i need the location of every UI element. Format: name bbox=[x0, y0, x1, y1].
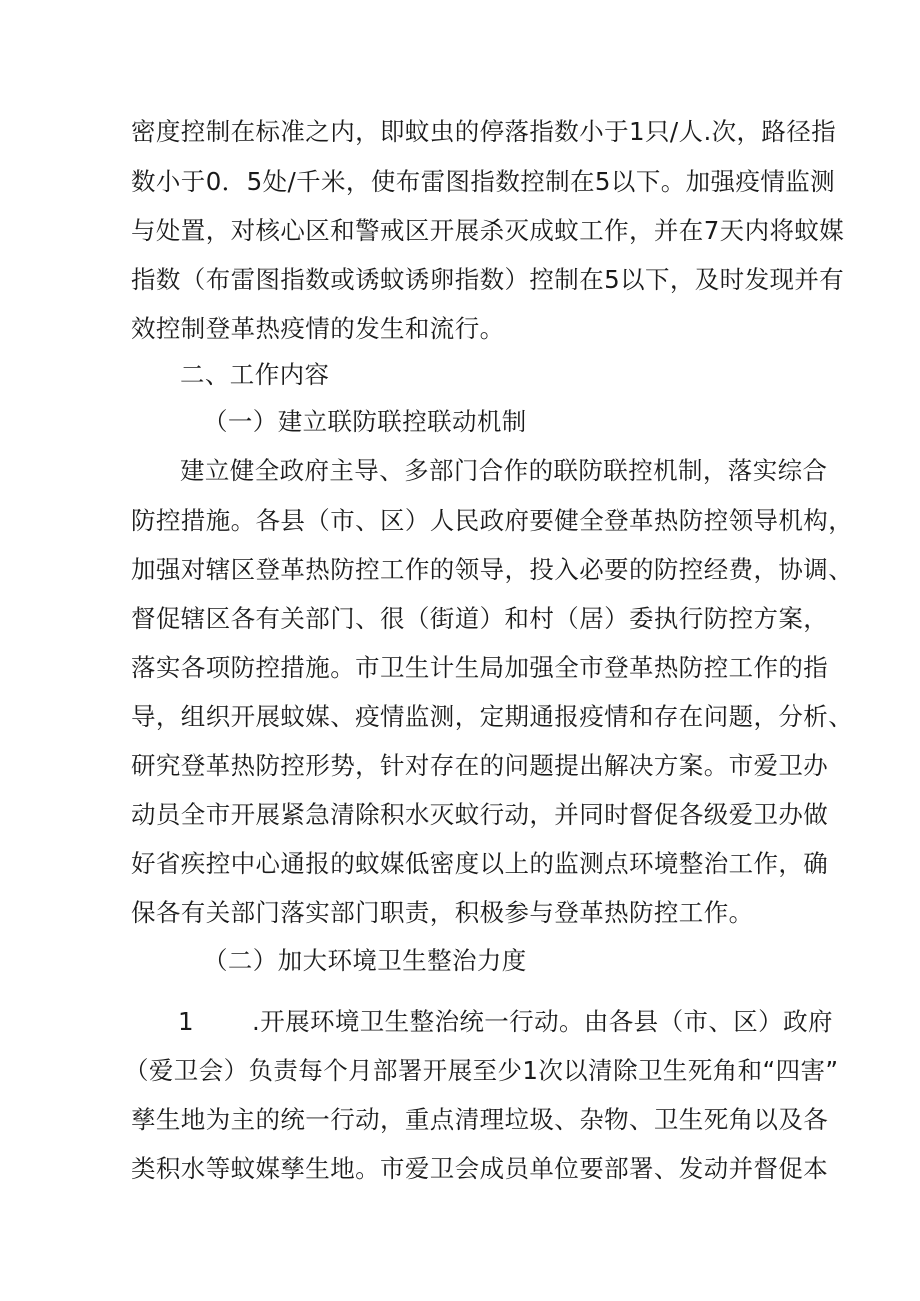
paragraph-line: 督促辖区各有关部门、很（街道）和村（居）委执行防控方案， bbox=[131, 604, 829, 633]
paragraph-line: 密度控制在标准之内，即蚊虫的停落指数小于1只/人.次，路径指 bbox=[131, 117, 837, 146]
section-heading: 二、工作内容 bbox=[180, 360, 330, 389]
paragraph-line: 效控制登革热疫情的发生和流行。 bbox=[131, 314, 505, 343]
paragraph-line: 指数（布雷图指数或诱蚊诱卵指数）控制在5以下，及时发现并有 bbox=[131, 265, 845, 294]
list-item-first-line bbox=[178, 1006, 833, 1038]
paragraph-line: 孳生地为主的统一行动，重点清理垃圾、杂物、卫生死角以及各 bbox=[131, 1105, 829, 1134]
paragraph-line: 保各有关部门落实部门职责，积极参与登革热防控工作。 bbox=[131, 898, 754, 927]
paragraph-line: 研究登革热防控形势，针对存在的问题提出解决方案。市爱卫办 bbox=[131, 751, 829, 780]
list-item-number: 1 bbox=[178, 1007, 194, 1036]
paragraph-line: 好省疾控中心通报的蚊媒低密度以上的监测点环境整治工作，确 bbox=[131, 849, 829, 878]
list-item-text: .开展环境卫生整治统一行动。由各县（市、区）政府 bbox=[252, 1007, 833, 1036]
paragraph-line: 落实各项防控措施。市卫生计生局加强全市登革热防控工作的指 bbox=[131, 653, 829, 682]
paragraph-line: 动员全市开展紧急清除积水灭蚊行动，并同时督促各级爱卫办做 bbox=[131, 800, 829, 829]
paragraph-line: 建立健全政府主导、多部门合作的联防联控机制，落实综合 bbox=[180, 456, 828, 485]
subsection-heading: （二）加大环境卫生整治力度 bbox=[203, 946, 527, 975]
paragraph-line: 数小于0．5处/千米，使布雷图指数控制在5以下。加强疫情监测 bbox=[131, 167, 836, 196]
paragraph-line: 导，组织开展蚊媒、疫情监测，定期通报疫情和存在问题，分析、 bbox=[131, 702, 854, 731]
paragraph-line: 类积水等蚊媒孳生地。市爱卫会成员单位要部署、发动并督促本 bbox=[131, 1154, 829, 1183]
paragraph-line: 与处置，对核心区和警戒区开展杀灭成蚊工作，并在7天内将蚊媒 bbox=[131, 216, 845, 245]
paragraph-line: 防控措施。各县（市、区）人民政府要健全登革热防控领导机构， bbox=[131, 506, 854, 535]
paragraph-line: 加强对辖区登革热防控工作的领导，投入必要的防控经费，协调、 bbox=[131, 555, 854, 584]
paragraph-line: （爱卫会）负责每个月部署开展至少1次以清除卫生死角和“四害” bbox=[124, 1056, 839, 1085]
subsection-heading: （一）建立联防联控联动机制 bbox=[203, 407, 527, 436]
